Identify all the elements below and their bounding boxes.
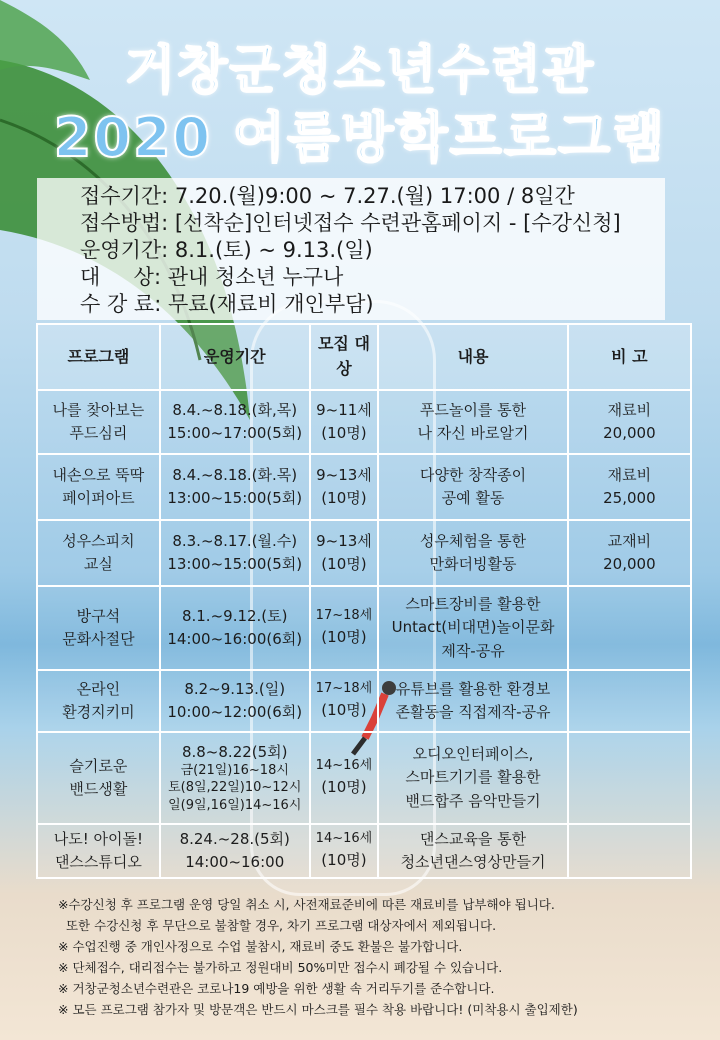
- table-header-row: [37, 324, 691, 390]
- table-row: [37, 390, 691, 454]
- info-target: 대 상: 관내 청소년 누구나: [80, 265, 344, 289]
- cell-note: [568, 586, 691, 670]
- page-subtitle: 2020 여름방학프로그램: [53, 106, 667, 169]
- cell-period: 8.1.~9.12.(토) 14:00~16:00(6회): [160, 586, 310, 670]
- header-target: 모집 대상: [310, 324, 379, 390]
- cell-content: 성우체험을 통한 만화더빙활동: [378, 520, 568, 586]
- cell-target: 9~13세 (10명): [310, 454, 379, 520]
- notice-list: [58, 894, 578, 1020]
- header-note: 비 고: [568, 324, 691, 390]
- cell-content: 댄스교육을 통한 청소년댄스영상만들기: [378, 824, 568, 878]
- cell-period: 8.24.~28.(5회) 14:00~16:00: [160, 824, 310, 878]
- cell-note: [568, 670, 691, 732]
- info-registration-method: 접수방법: [선착순]인터넷접수 수련관홈페이지 - [수강신청]: [80, 211, 621, 235]
- notice-item: ※ 거창군청소년수련관은 코로나19 예방을 위한 생활 속 거리두기를 준수합니다.: [58, 981, 495, 996]
- cell-period: 8.4.~8.18.(화,목) 15:00~17:00(5회): [160, 390, 310, 454]
- cell-program: 내손으로 뚝딱 페이퍼아트: [37, 454, 160, 520]
- cell-program: 나도! 아이돌! 댄스스튜디오: [37, 824, 160, 878]
- program-table: [36, 323, 692, 879]
- notice-item: ※ 수업진행 중 개인사정으로 수업 불참시, 재료비 중도 환불은 불가합니다.: [58, 939, 463, 954]
- page-title: 거창군청소년수련관: [124, 41, 596, 101]
- cell-program: 온라인 환경지키미: [37, 670, 160, 732]
- cell-target: 9~13세 (10명): [310, 520, 379, 586]
- info-registration-period: 접수기간: 7.20.(월)9:00 ~ 7.27.(월) 17:00 / 8일간: [80, 184, 575, 208]
- cell-program: 방구석 문화사절단: [37, 586, 160, 670]
- cell-program: 성우스피치 교실: [37, 520, 160, 586]
- notice-item: ※ 단체접수, 대리접수는 불가하고 정원대비 50%미만 접수시 폐강될 수 있습니다.: [58, 960, 503, 975]
- header-period: 운영기간: [160, 324, 310, 390]
- cell-program: 나를 찾아보는 푸드심리: [37, 390, 160, 454]
- cell-period: 8.4.~8.18.(화.목) 13:00~15:00(5회): [160, 454, 310, 520]
- notice-item: ※수강신청 후 프로그램 운영 당일 취소 시, 사전재료준비에 따른 재료비를 납부해야 됩니다.: [58, 897, 555, 912]
- notice-item: ※ 모든 프로그램 참가자 및 방문객은 반드시 마스크를 필수 착용 바랍니다! (미착용시 출입제한): [58, 1002, 578, 1017]
- cell-period: 8.8~8.22(5회) 금(21일)16~18시 토(8일,22일)10~12시 일(9일,16일)14~16시: [160, 732, 310, 824]
- cell-note: 교재비 20,000: [568, 520, 691, 586]
- cell-content: 스마트장비를 활용한 Untact(비대면)놀이문화 제작-공유: [378, 586, 568, 670]
- cell-target: 9~11세 (10명): [310, 390, 379, 454]
- table-row: [37, 732, 691, 824]
- cell-content: 다양한 창작종이 공예 활동: [378, 454, 568, 520]
- cell-program: 슬기로운 밴드생활: [37, 732, 160, 824]
- cell-target: 17~18세 (10명): [310, 670, 379, 732]
- header-program: 프로그램: [37, 324, 160, 390]
- notice-item: 또한 수강신청 후 무단으로 불참할 경우, 차기 프로그램 대상자에서 제외됩니다.: [58, 918, 497, 933]
- cell-target: 17~18세 (10명): [310, 586, 379, 670]
- header-content: 내용: [378, 324, 568, 390]
- cell-content: 유튜브를 활용한 환경보 존활동을 직접제작-공유: [378, 670, 568, 732]
- info-operation-period: 운영기간: 8.1.(토) ~ 9.13.(일): [80, 238, 373, 262]
- cell-period: 8.2~9.13.(일) 10:00~12:00(6회): [160, 670, 310, 732]
- cell-target: 14~16세 (10명): [310, 732, 379, 824]
- table-row: [37, 454, 691, 520]
- table-row: [37, 670, 691, 732]
- cell-period: 8.3.~8.17.(월.수) 13:00~15:00(5회): [160, 520, 310, 586]
- cell-note: [568, 732, 691, 824]
- cell-note: 재료비 20,000: [568, 390, 691, 454]
- info-fee: 수 강 료: 무료(재료비 개인부담): [80, 292, 374, 316]
- cell-target: 14~16세 (10명): [310, 824, 379, 878]
- table-row: [37, 586, 691, 670]
- table-row: [37, 824, 691, 878]
- cell-content: 푸드놀이를 통한 나 자신 바로알기: [378, 390, 568, 454]
- cell-content: 오디오인터페이스, 스마트기기를 활용한 밴드합주 음악만들기: [378, 732, 568, 824]
- cell-note: 재료비 25,000: [568, 454, 691, 520]
- cell-note: [568, 824, 691, 878]
- table-row: [37, 520, 691, 586]
